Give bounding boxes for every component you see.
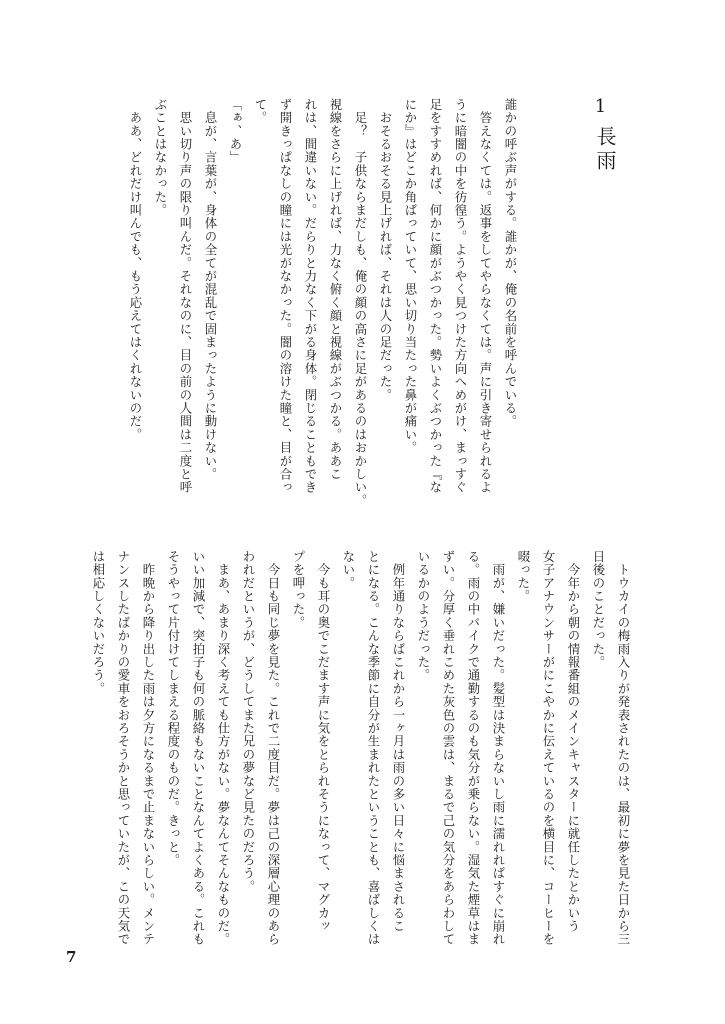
body-text-upper: 誰かの呼ぶ声がする。誰かが、俺の名前を呼んでいる。 答えなくては。返事をしてやらなくては。声に引き寄せられるよ うに暗闇の中を彷徨う。ようやく見つけた方向へめがけ、まっすぐ 足をすすめれば、何かに顔がぶつかった。勢いよくぶつかった『な にか』はどこか角ばっていて、思い切り当たった鼻が痛い。 おそるおそる見上げれば、それは人の足だった。 足？ 子供ならまだしも、俺の顔の高さに足があるのはおかしい。 視線をさらに上げれば、力なく俯く顔と視線がぶつかる。ああこ れは、間違いない。だらりと力なく下がる身体。閉じることもでき ず開きっぱなしの瞳には光がなかった。闇の溶けた瞳と、目が合っ て。 「ぁ、あ」 息が、言葉が、身体の全てが混乱で固まったように動けない。 思い切り声の限り叫んだ。それなのに、目の前の人間は二度と呼 ぶことはなかった。 ああ、どれだけ叫んでも、もう応えてはくれないのだ。 [128, 98, 518, 508]
body-text-lower: トウカイの梅雨入りが発表されたのは、最初に夢を見た日から三 日後のことだった。 今年から朝の情報番組のメインキャスターに就任したとかいう 女子アナウンサーがにこやかに伝えているのを横目に、コーヒーを 啜った。 雨が、嫌いだった。髪型は決まらないし雨に濡れればすぐに崩れ る。雨の中バイクで通勤するのも気分が乗らない。湿気た煙草はま ずい。分厚く垂れこめた灰色の雲は、まるで己の気分をあらわして いるかのようだった。 例年通りならばこれから一ヶ月は雨の多い日々に悩まされるこ とになる。こんな季節に自分が生まれたということも、喜ばしくは ない。 今も耳の奥でこだます声に気をとられそうになって、マグカッ プを呷った。 今日も同じ夢を見た。これで二度目だ。夢は己の深層心理のあら われだというが、どうしてまた兄の夢など見たのだろう。 まあ、あまり深く考えても仕方がない。夢なんてそんなものだ。 いい加減で、突拍子も何の脈絡もないことなんてよくある。これも そうやって片付けてしまえる程度のものだ。きっと。 昨晩から降り出した雨は夕方になるまで止まないらしい。メンテ ナンスしたばかりの愛車をおろそうかと思っていたが、この天気で は相応しくないだろう。 [91, 550, 631, 946]
chapter-number: 1 [590, 96, 611, 117]
chapter-title: 長雨 [593, 126, 617, 174]
page-number: 7 [66, 948, 77, 966]
